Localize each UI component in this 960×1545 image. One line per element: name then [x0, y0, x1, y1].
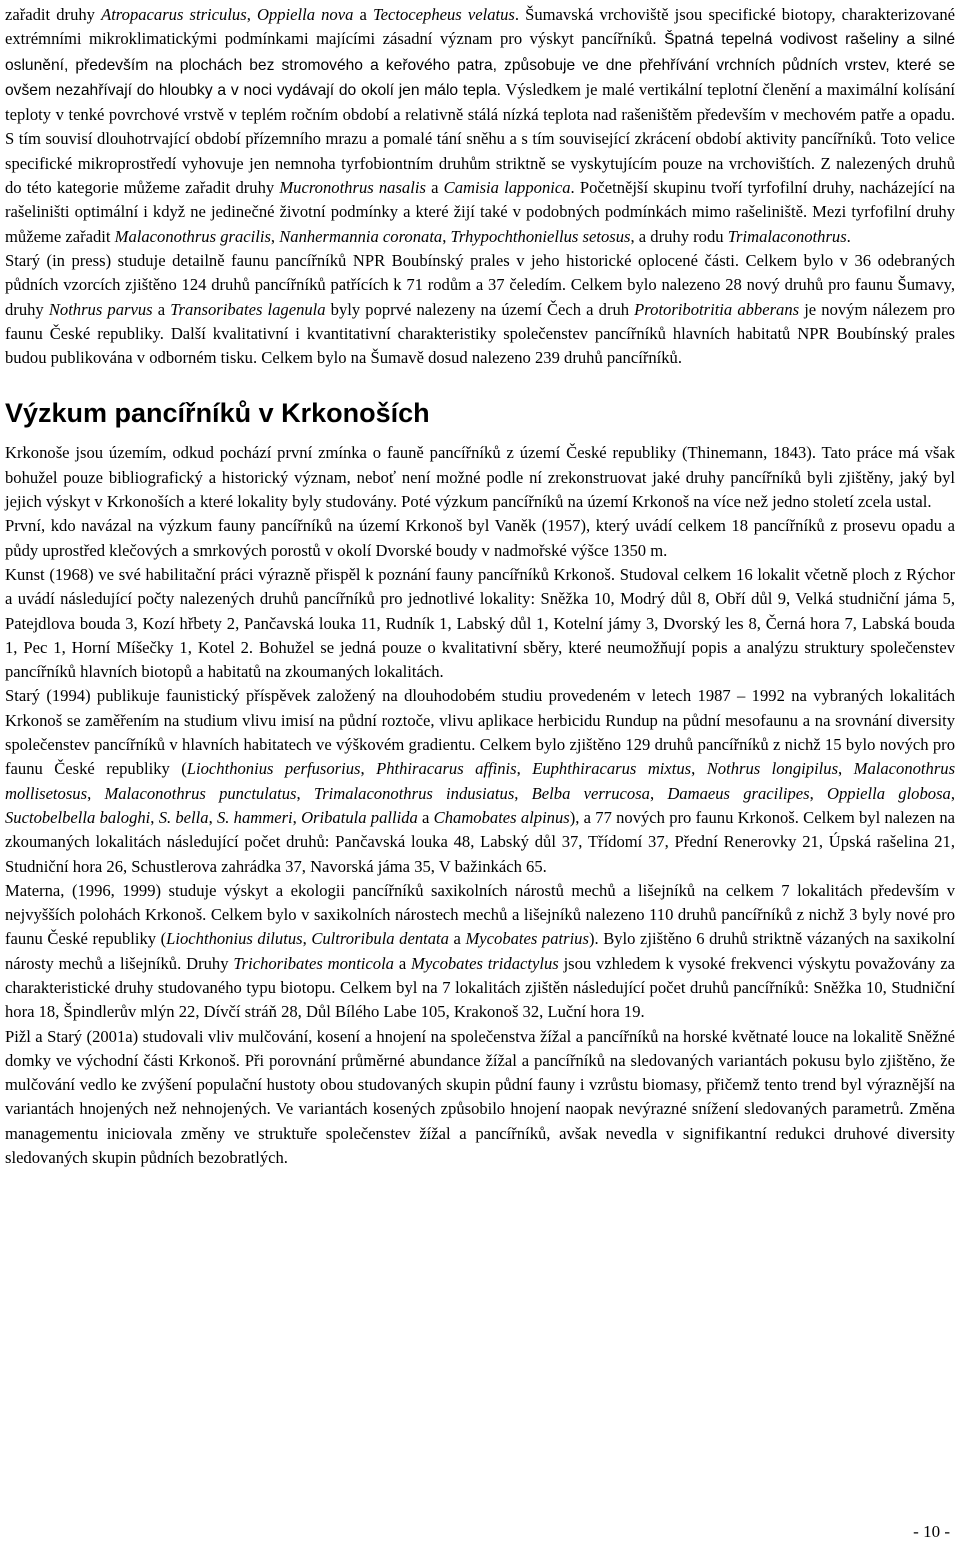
text-run: Výsledkem je malé vertikální teplotní členění a maximální kolísání teploty v tenké povrchové vrstvě v teplém ročním období a relativně stálá nízká teplota nad rašeništěm především v mechovém patře a opadu. S tím souvisí dlouhotrvající období přízemního mrazu a pomalé tání sněhu a s tím související zkrácení období aktivity pancířníků. Toto velice specifické mikroprostředí vyhovuje jen nemnoha tyrfobiontním druhům striktně se vyskytujícím pouze na vrchovištích. Z nalezených druhů do této kategorie můžeme zařadit druhy	[5, 79, 956, 198]
species-name: Chamobates alpinus	[433, 807, 570, 827]
species-name: S. bella	[158, 807, 209, 827]
text-run: ), a 77 nových pro faunu Krkonoš. Celkem byl nalezen na zkoumaných lokalitách následující počet druhů: Pančavská louka 48, Labský důl 37, Třídomí 37, Přední Renerovky 21, Úpská rašelina 21, Studniční hora 26, Schustlerova zahrádka 37, Navorská jáma 35, V bažinkách 65.	[5, 807, 956, 876]
species-name: Trimalaconothrus indusiatus	[313, 783, 515, 803]
text-run: . Šumavská vrchoviště jsou specifické biotopy, charakterizované extrémními mikroklimatickými podmínkami majícími zásadní význam pro výskyt pancířníků.	[5, 5, 955, 49]
species-name: Transoribates lagenula	[170, 299, 326, 319]
genus-name: Trimalaconothrus	[727, 226, 847, 246]
section-heading: Výzkum pancířníků v Krkonoších	[5, 398, 430, 429]
paragraph-kunst: Kunst (1968) ve své habilitační práci výrazně přispěl k poznání fauny pancířníků Krkonoš. Studoval celkem 16 lokalit včetně ploch z Rýchor a uvádí následující počty nalezených druhů pancířníků pro jednotlivé lokality: Sněžka 10, Modrý důl 8, Obří důl 9, Velká studniční jáma 5, Patejdlova bouda 3, Kozí hřbety 2, Pančavská louka 11, Rudník 1, Labský důl 1, Kotelní jámy 3, Dvorský les 8, Černá hora 7, Labská bouda 1, Pec 1, Horní Míšečky 1, Kotel 2. Bohužel se jedná pouze o kvalitativní sběry, které neumožňují popis a analýzu struktury společenstev pancířníků hlavních biotopů a habitatů na zkoumaných lokalitách.	[5, 564, 955, 682]
text-run: a	[425, 178, 444, 198]
paragraph-materna	[5, 879, 955, 1025]
species-name: S. hammeri	[216, 807, 293, 827]
species-name: Tectocepheus velatus	[372, 5, 515, 24]
species-name: Mycobates tridactylus	[411, 953, 559, 973]
text-run: ,	[649, 783, 668, 803]
species-name: Euphthiracarus mixtus	[532, 759, 692, 779]
document-page	[5, 3, 955, 1170]
text-run: ,	[950, 783, 955, 803]
text-run: a	[393, 953, 412, 973]
species-name: Camisia lapponica	[443, 178, 571, 198]
text-run: a	[417, 807, 434, 827]
text-run: Starý (in press) studuje detailně faunu pancířníků NPR Boubínský prales v jeho historické oplocené části. Celkem bylo v 36 odebraných půdních vzorcích zjištěno 124 druhů pancířníků patřících k 71 rodům a 37 čeledím. Celkem bylo nalezeno 28 nový druhů pro faunu Šumavy, druhy	[5, 250, 955, 319]
species-name: Nothrus parvus	[48, 299, 153, 319]
species-name: Trhypochthoniellus setosus	[450, 226, 631, 246]
species-name: Malaconothrus punctulatus	[104, 783, 297, 803]
paragraph-intro	[5, 3, 955, 249]
text-run: a	[152, 299, 171, 319]
text-run: ,	[514, 783, 532, 803]
text-run: ,	[150, 807, 159, 827]
text-run-sans: Špatná tepelná vodivost rašeliny a silné oslunění, především na plochách bez stromového a keřového patra, způsobuje ve dne přehřívání vrchních půdních vrstev, které se ovšem nezahřívají do hloubky a v noci vydávají do okolí jen málo tepla.	[5, 31, 955, 99]
text-run: byly poprvé nalezeny na území Čech a druh	[325, 299, 635, 319]
species-name: Oribatula pallida	[301, 807, 418, 827]
text-run: jsou vzhledem k vysoké frekvenci výskytu považovány za charakteristické druhy studovaného typu biotopu. Celkem byl na 7 lokalitách zjištěn následující počet druhů pancířníků: Sněžka 10, Studniční hora 18, Špindlerův mlýn 22, Dívčí stráň 28, Důl Bílého Labe 105, Krakonoš 32, Luční hora 19.	[5, 953, 955, 1022]
paragraph-vanek: První, kdo navázal na výzkum fauny pancířníků na území Krkonoš byl Vaněk (1957), který uvádí celkem 18 pancířníků z prosevu opadu a půdy uprostřed klečových a smrkových porostů v okolí Dvorské boudy v nadmořské výšce 1350 m.	[5, 516, 955, 560]
text-run: ,	[270, 226, 280, 246]
text-run: ). Bylo zjištěno 6 druhů striktně vázaných na saxikolní nárosty mechů a lišejníků. Druhy	[5, 929, 956, 973]
species-name: Mucronothrus nasalis	[279, 178, 426, 198]
text-run: ,	[246, 5, 257, 24]
species-name: Belba verrucosa	[531, 783, 650, 803]
species-name: Liochthonius dilutus	[166, 929, 303, 949]
text-run: Starý (1994) publikuje faunistický příspěvek založený na dlouhodobém studiu provedeném v letech 1987 – 1992 na vybraných lokalitách Krkonoš se zaměřením na studium vlivu imisí na půdní roztoče, vlivu aplikace herbicidu Rundup na půdní mesofaunu a na srovnání diversity společenstev pancířníků v hlavních habitatech ve výškovém gradientu. Celkem bylo zjištěno 129 druhů pancířníků z nichž 15 bylo nových pro faunu České republiky (	[5, 686, 955, 779]
text-run: , a druhy rodu	[630, 226, 728, 246]
text-run: ,	[360, 759, 377, 779]
species-name: Protoribotritia abberans	[634, 299, 800, 319]
paragraph-pizl: Pižl a Starý (2001a) studovali vliv mulčování, kosení a hnojení na společenstva žížal a pancířníků na horské květnaté louce na lokalitě Sněžné domky ve východní části Krkonoš. Při porovnání průměrné abundance žížal a pancířníků na sledovaných variantách pokusu bylo zjištěno, že mulčování vedlo ke zvýšení populační hustoty obou studovaných skupin půdní fauny i vzrůstu biomasy, přičemž tento trend byl výraznější na variantách hnojených než nehnojených. Ve variantách kosených způsobilo hnojení naopak nevýrazné snížení sledovaných parametrů. Změna managementu iniciovala změny ve struktuře společenstev žížal a pancířníků, avšak nevedla v signifikantní redukci druhové diversity sledovaných skupin půdních bezobratlých.	[5, 1026, 955, 1168]
species-name: Oppiella globosa	[826, 783, 951, 803]
text-run: .	[846, 226, 851, 246]
paragraph-stary-press	[5, 249, 955, 370]
species-name: Nanhermannia coronata	[279, 226, 443, 246]
text-run: ,	[302, 929, 312, 949]
text-run: a	[353, 5, 373, 24]
text-run: ,	[296, 783, 314, 803]
page-number: - 10 -	[913, 1522, 950, 1541]
text-run: ,	[691, 759, 707, 779]
text-run: Materna, (1996, 1999) studuje výskyt a ekologii pancířníků saxikolních nárostů mechů a lišejníků na celkem 7 lokalitách především v nejvyšších polohách Krkonoš. Celkem bylo v saxikolních nárostech mechů a lišejníků nalezeno 110 druhů pancířníků z nichž 3 byly nové pro faunu České republiky (	[5, 880, 955, 949]
paragraph-krkonose: Krkonoše jsou územím, odkud pochází první zmínka o fauně pancířníků z území České republiky (Thinemann, 1843). Tato práce má však bohužel pouze bibliografický a historický význam, neboť není možné podle ní zrekonstruovat jaké druhy pancířníků byli zjištěny, jaký byl jejich výskyt v Krkonoších a které lokality byly studovány. Poté výzkum pancířníků na území Krkonoš na více než jedno století zcela ustal.	[5, 443, 955, 512]
species-name: Phthiracarus affinis	[376, 759, 517, 779]
species-name: Liochthonius perfusorius	[186, 759, 361, 779]
species-name: Malaconothrus gracilis	[114, 226, 271, 246]
species-name: Suctobelbella baloghi	[5, 807, 151, 827]
species-name: Trichoribates monticola	[233, 953, 394, 973]
species-name: Damaeus gracilipes	[667, 783, 810, 803]
text-run: ,	[442, 226, 451, 246]
text-run: . Početnější skupinu tvoří tyrfofilní druhy, nacházející na rašeliništi optimální i když ne jedinečné životní podmínky a které žijí také v podobných podmínkách mimo rašeliniště. Mezi tyrfofilní druhy můžeme zařadit	[5, 178, 955, 246]
species-name: Cultroribula dentata	[311, 929, 449, 949]
species-name: Mycobates patrius	[465, 929, 589, 949]
species-name: Malaconothrus mollisetosus	[5, 759, 956, 803]
text-run: zařadit druhy	[5, 5, 102, 24]
paragraph-stary-1994	[5, 684, 955, 878]
text-run: ,	[516, 759, 533, 779]
species-name: Oppiella nova	[256, 5, 354, 24]
species-name: Nothrus longipilus	[706, 759, 839, 779]
species-name: Atropacarus striculus	[101, 5, 247, 24]
text-run: ,	[838, 759, 854, 779]
text-run: ,	[292, 807, 302, 827]
text-run: je novým nálezem pro faunu České republiky. Další kvalitativní i kvantitativní charakteristiky společenstev pancířníků hlavních habitatů NPR Boubínský prales budou publikována v odborném tisku. Celkem bylo na Šumavě dosud nalezeno 239 druhů pancířníků.	[5, 299, 955, 368]
text-run: ,	[208, 807, 217, 827]
text-run: ,	[87, 783, 105, 803]
text-run: ,	[809, 783, 827, 803]
text-run: a	[448, 929, 466, 949]
